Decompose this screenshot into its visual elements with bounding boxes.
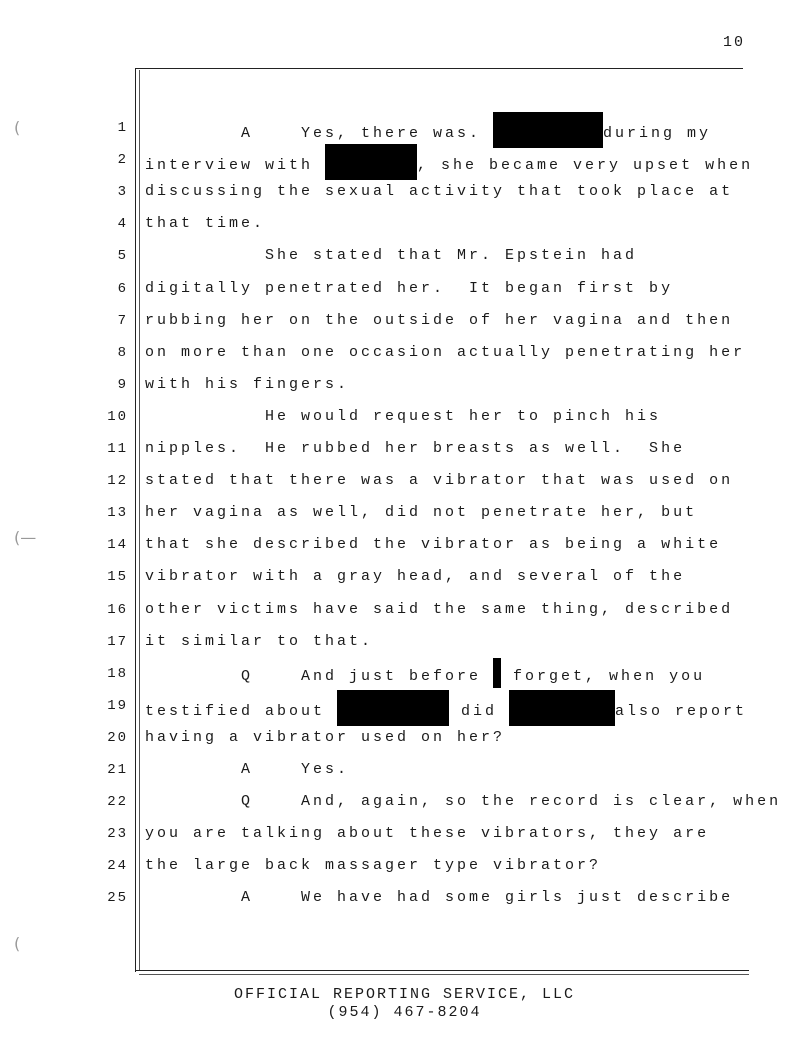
line-number: 13: [107, 505, 128, 522]
transcript-line: [0, 279, 809, 311]
line-text: [145, 182, 733, 202]
line-text-segment: rubbing her on the outside of her vagina and then: [145, 311, 734, 329]
line-text-segment: Q And, again, so the record is clear, when: [145, 793, 782, 811]
line-number: 6: [117, 280, 128, 297]
line-text-segment: having a vibrator used on her?: [145, 728, 506, 746]
transcript-line: [0, 696, 809, 728]
line-text: [145, 824, 709, 844]
transcript-line: [0, 439, 809, 471]
footer-company: OFFICIAL REPORTING SERVICE, LLC: [233, 986, 576, 1003]
line-number: 10: [107, 408, 128, 425]
line-text: [145, 792, 781, 812]
line-text-segment: A We have had some girls just describe: [145, 889, 734, 907]
line-text: [145, 407, 661, 427]
line-text: [145, 664, 705, 688]
line-text-segment: , she became very upset when: [417, 157, 754, 175]
transcript-line: [0, 246, 809, 278]
line-number: 17: [107, 633, 128, 650]
line-text-segment: with his fingers.: [145, 375, 350, 393]
transcript-line: [0, 792, 809, 824]
line-text: [145, 728, 505, 748]
line-number: 5: [117, 248, 128, 265]
transcript-line: [0, 824, 809, 856]
line-text: [145, 471, 733, 491]
line-text: [145, 246, 637, 266]
transcript-line: [0, 760, 809, 792]
line-text-segment: her vagina as well, did not penetrate her, but: [145, 504, 698, 522]
line-text: [145, 375, 349, 395]
line-text-segment: during my: [603, 124, 712, 142]
transcript-line: [0, 343, 809, 375]
transcript-line: [0, 600, 809, 632]
line-text-segment: He would request her to pinch his: [145, 407, 662, 425]
line-number: 24: [107, 858, 128, 875]
line-text-segment: that she described the vibrator as being a white: [145, 536, 722, 554]
line-text-segment: also report: [615, 702, 748, 720]
line-text: [145, 214, 265, 234]
transcript-line: [0, 150, 809, 182]
line-text: [145, 343, 745, 363]
line-number: 3: [117, 184, 128, 201]
line-text: [145, 279, 673, 299]
line-text-segment: stated that there was a vibrator that was used on: [145, 472, 734, 490]
line-number: 11: [107, 441, 128, 457]
frame-top-border: [135, 68, 743, 69]
line-text: [145, 439, 685, 459]
line-text-segment: forget, when you: [501, 667, 706, 685]
transcript-line: [0, 182, 809, 214]
redaction-block: [325, 144, 417, 180]
line-text: [145, 856, 601, 876]
line-number: 19: [107, 697, 128, 714]
line-number: 16: [107, 601, 128, 618]
line-text: [145, 696, 747, 726]
line-text-segment: She stated that Mr. Epstein had: [145, 247, 638, 265]
line-text: [145, 600, 733, 620]
transcript-line: [0, 535, 809, 567]
transcript-line: [0, 567, 809, 599]
line-text-segment: interview with: [145, 157, 326, 175]
line-number: 25: [107, 890, 128, 907]
line-number: 20: [107, 729, 128, 746]
line-number: 1: [117, 120, 128, 136]
margin-scan-mark: (—: [14, 528, 37, 547]
line-text-segment: digitally penetrated her. It began first by: [145, 279, 674, 297]
transcript-line: [0, 728, 809, 760]
line-text-segment: did: [449, 702, 510, 720]
transcript-line: [0, 888, 809, 920]
line-text-segment: you are talking about these vibrators, they are: [145, 825, 710, 843]
line-number: 15: [107, 569, 128, 586]
line-number: 14: [107, 537, 128, 554]
line-text: [145, 760, 349, 780]
line-number: 12: [107, 473, 128, 490]
line-text-segment: it similar to that.: [145, 632, 374, 650]
line-text-segment: A Yes.: [145, 761, 350, 778]
line-number: 7: [117, 312, 128, 329]
transcript-line: [0, 856, 809, 888]
transcript-line: [0, 214, 809, 246]
line-text-segment: discussing the sexual activity that took place at: [145, 183, 734, 201]
line-text-segment: on more than one occasion actually penetrating her: [145, 343, 746, 361]
line-text-segment: vibrator with a gray head, and several of the: [145, 568, 686, 586]
footer-phone: (954) 467-8204: [327, 1004, 482, 1021]
line-number: 8: [117, 344, 128, 361]
transcript-line: [0, 407, 809, 439]
line-text: [145, 535, 721, 555]
line-number: 21: [107, 762, 128, 778]
page-number: 10: [723, 34, 746, 51]
transcript-line: [0, 471, 809, 503]
line-text-segment: the large back massager type vibrator?: [145, 857, 602, 875]
redaction-block: [493, 112, 603, 148]
margin-scan-mark: (: [14, 118, 21, 137]
line-text: [145, 567, 685, 587]
line-number: 4: [117, 216, 128, 233]
line-number: 2: [117, 152, 128, 169]
redaction-block: [493, 658, 501, 688]
line-text-segment: nipples. He rubbed her breasts as well. She: [145, 440, 686, 457]
line-number: 23: [107, 826, 128, 843]
frame-bottom-inner-border: [139, 974, 749, 975]
line-number: 22: [107, 794, 128, 811]
line-text: [145, 311, 733, 331]
line-text-segment: testified about: [145, 702, 338, 720]
margin-scan-mark: (: [14, 934, 21, 953]
line-text-segment: A Yes, there was.: [145, 124, 494, 142]
transcript-line: [0, 375, 809, 407]
transcript-line: [0, 503, 809, 535]
line-text-segment: other victims have said the same thing, described: [145, 600, 734, 618]
transcript-line: [0, 632, 809, 664]
line-text-segment: Q And just before: [145, 667, 494, 685]
line-text: [145, 150, 753, 180]
line-number: 18: [107, 665, 128, 682]
line-text: [145, 503, 697, 523]
redaction-block: [337, 690, 449, 726]
line-text-segment: that time.: [145, 215, 266, 233]
frame-bottom-border: [135, 970, 749, 971]
line-text: [145, 888, 733, 908]
redaction-block: [509, 690, 615, 726]
line-number: 9: [117, 376, 128, 393]
transcript-line: [0, 311, 809, 343]
line-text: [145, 632, 373, 652]
line-text: [145, 118, 711, 148]
